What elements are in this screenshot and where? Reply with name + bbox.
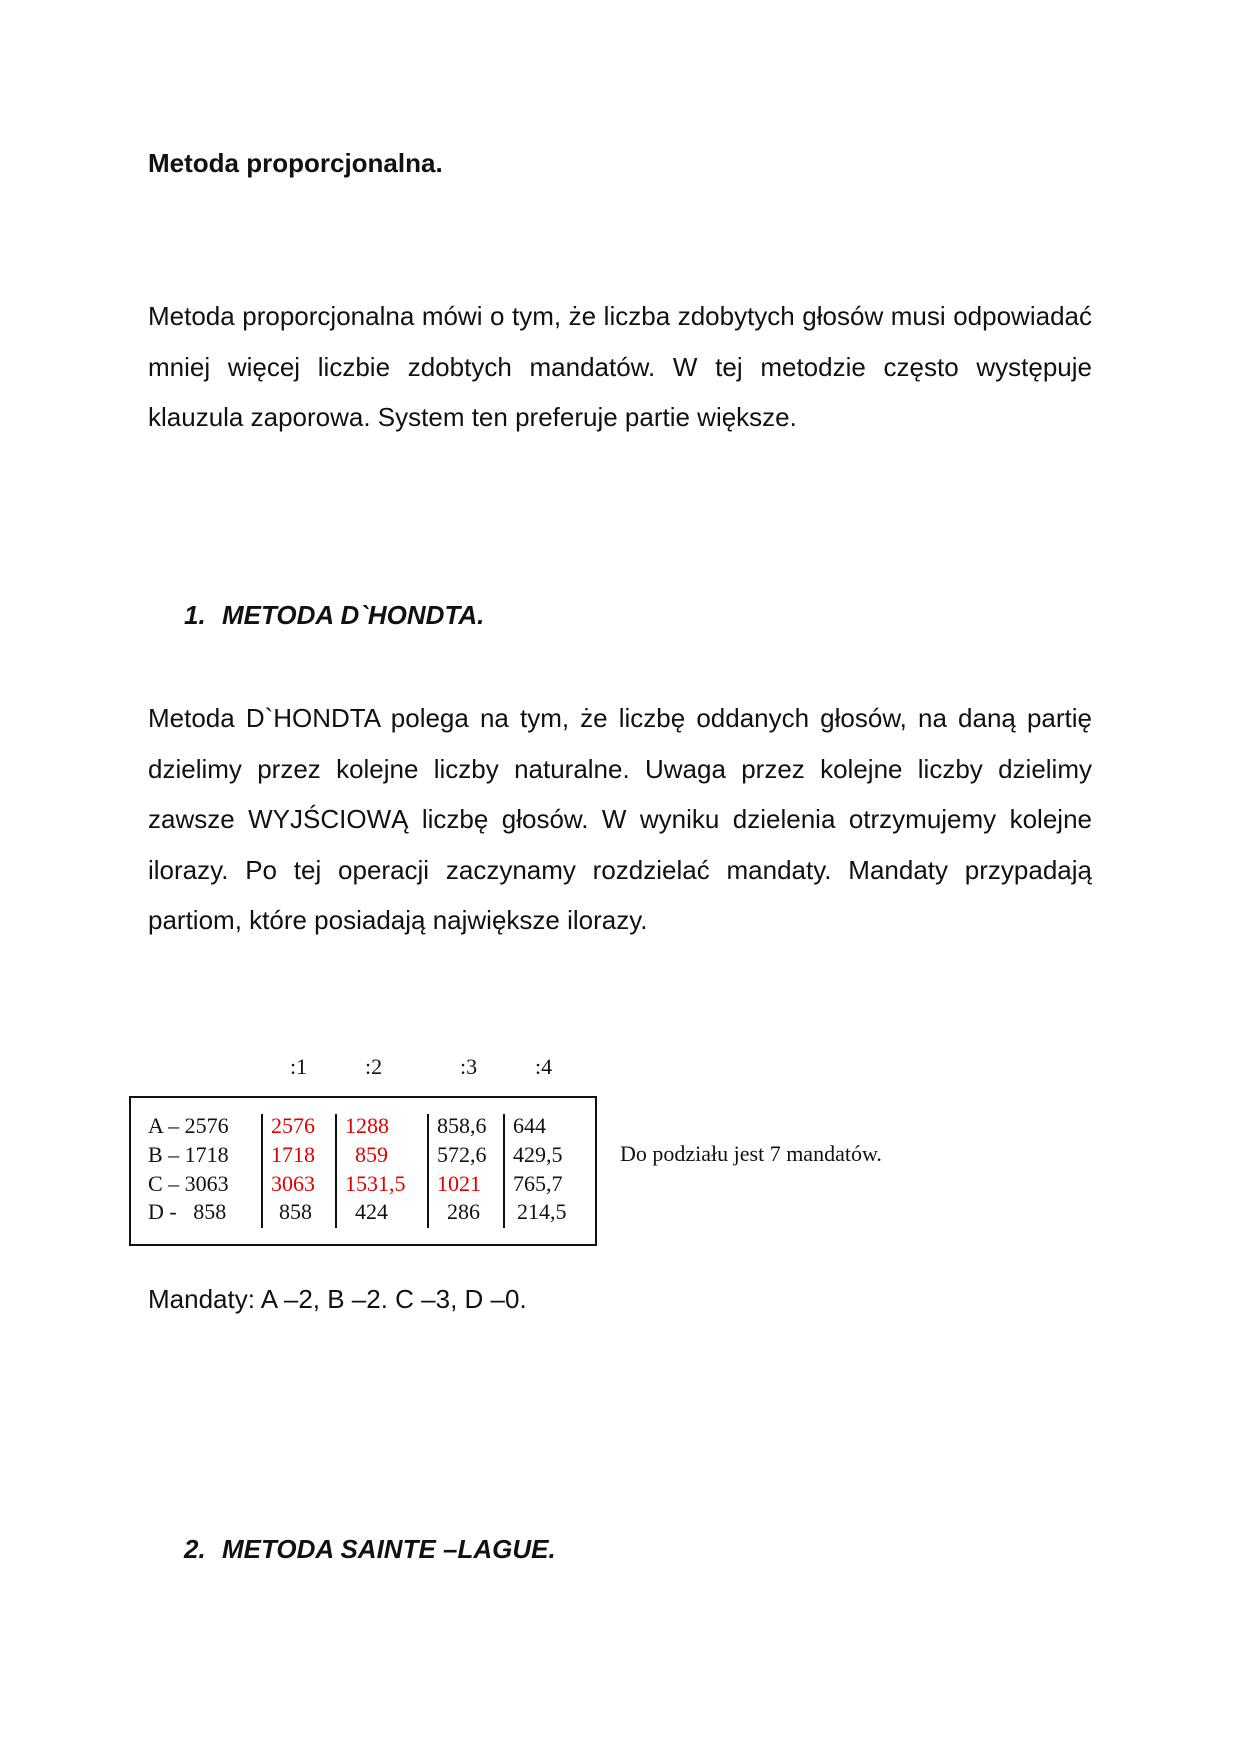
quotient-cell: 424 [355,1199,388,1224]
mandates-note: Do podziału jest 7 mandatów. [620,1141,882,1166]
quotient-cell: 765,7 [513,1171,563,1196]
quotient-cell: 859 [355,1142,388,1167]
intro-paragraph: Metoda proporcjonalna mówi o tym, że liczba zdobytych głosów musi odpowiadać mniej więcej liczbie zdobtych mandatów. W tej metodzie często występuje klauzula zaporowa. System ten preferuje partie większe. [148,301,1092,432]
column-divider [427,1114,429,1228]
section-number: 2. [184,1534,206,1564]
mandates-result: Mandaty: A –2, B –2. C –3, D –0. [148,1284,527,1314]
party-label: C – 3063 [148,1171,229,1196]
quotient-cell: 858 [279,1199,312,1224]
quotient-cell: 214,5 [517,1199,567,1224]
divisor-label: :1 [290,1054,308,1079]
column-divider [503,1114,505,1228]
divisor-label: :3 [460,1054,478,1079]
quotient-cell: 3063 [271,1171,315,1196]
quotient-cell: 1531,5 [345,1171,406,1196]
quotient-cell: 644 [513,1113,546,1138]
quotient-cell: 1021 [437,1171,481,1196]
column-divider [335,1114,337,1228]
dhondt-paragraph: Metoda D`HONDTA polega na tym, że liczbę oddanych głosów, na daną partię dzielimy przez kolejne liczby naturalne. Uwaga przez kolejne liczby dzielimy zawsze WYJŚCIOWĄ liczbę głosów. W wyniku dzielenia otrzymujemy kolejne ilorazy. Po tej operacji zaczynamy rozdzielać mandaty. Mandaty przypadają partiom, które posiadają największe ilorazy. [148,703,1092,935]
quotient-cell: 2576 [271,1113,315,1138]
quotient-cell: 429,5 [513,1142,563,1167]
section-title: METODA D`HONDTA. [222,600,485,630]
quotient-cell: 1718 [271,1142,315,1167]
divisor-label: :2 [365,1054,383,1079]
divisor-label: :4 [535,1054,553,1079]
party-label: B – 1718 [148,1142,229,1167]
section-title: METODA SAINTE –LAGUE. [222,1534,556,1564]
section-number: 1. [184,600,206,630]
section-heading-sainte-lague [184,1534,556,1565]
quotient-table [129,1096,597,1246]
document-title: Metoda proporcjonalna. [148,148,443,178]
party-label: D - 858 [148,1199,227,1224]
quotient-cell: 858,6 [437,1113,487,1138]
quotient-cell: 1288 [345,1113,389,1138]
section-heading-dhondt [184,600,484,631]
party-label: A – 2576 [148,1113,229,1138]
column-divider [261,1114,263,1228]
quotient-cell: 572,6 [437,1142,487,1167]
quotient-cell: 286 [447,1199,480,1224]
